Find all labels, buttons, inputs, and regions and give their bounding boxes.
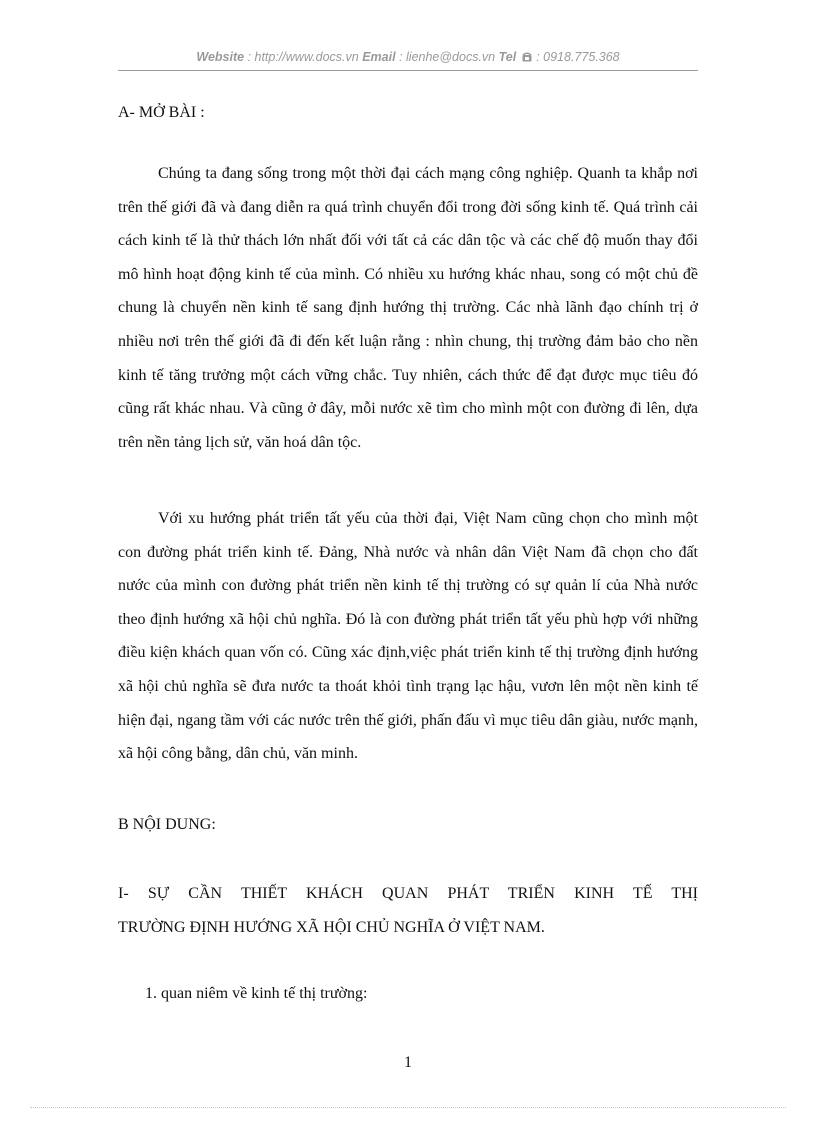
email-label: Email — [362, 50, 396, 64]
footer-divider — [30, 1107, 786, 1108]
website-value: : http://www.docs.vn — [247, 50, 359, 64]
intro-heading: A- MỞ BÀI : — [118, 104, 205, 121]
section-i-heading-line2: TRƯỜNG ĐỊNH HƯỚNG XÃ HỘI CHỦ NGHĨA Ở VIỆT NAM. — [118, 918, 545, 936]
header-divider — [118, 70, 698, 71]
phone-icon — [522, 52, 532, 62]
content-heading: B NỘI DUNG: — [118, 816, 216, 833]
page-number: 1 — [404, 1054, 412, 1071]
tel-value: : 0918.775.368 — [536, 50, 620, 64]
email-value: : lienhe@docs.vn — [399, 50, 496, 64]
paragraph-1: Chúng ta đang sống trong một thời đại cách mạng công nghiệp. Quanh ta khắp nơi trên thế giới đã và đang diễn ra quá trình chuyển đổi trong đời sống kinh tế. Quá trình cải cách kinh tế là thử thách lớn nhất đối với tất cả các dân tộc và các chế độ muốn thay đổi mô hình hoạt động kinh tế của mình. Có nhiều xu hướng khác nhau, song có một chủ đề chung là chuyển nền kinh tế sang định hướng thị trường. Các nhà lãnh đạo chính trị ở nhiều nơi trên thế giới đã đi đến kết luận rằng : nhìn chung, thị trường đảm bảo cho nền kinh tế tăng trưởng một cách vững chắc. Tuy nhiên, cách thức để đạt được mục tiêu đó cũng rất khác nhau. Và cũng ở đây, mỗi nước xẽ tìm cho mình một con đường đi lên, dựa trên nền tảng lịch sử, văn hoá dân tộc. — [118, 165, 698, 451]
website-label: Website — [196, 50, 245, 64]
section-i-heading — [118, 877, 698, 944]
page-header — [118, 50, 698, 64]
tel-label: Tel — [498, 50, 517, 64]
paragraph-2: Với xu hướng phát triển tất yếu của thời đại, Việt Nam cũng chọn cho mình một con đường phát triển kinh tế. Đảng, Nhà nước và nhân dân Việt Nam đã chọn cho đất nước của mình con đường phát triển nền kinh tế thị trường có sự quản lí của Nhà nước theo định hướng xã hội chủ nghĩa. Đó là con đường phát triển tất yếu phù hợp với những điều kiện khách quan vốn có. Cũng xác định,việc phát triển kinh tế thị trường định hướng xã hội chủ nghĩa sẽ đưa nước ta thoát khỏi tình trạng lạc hậu, vươn lên một nền kinh tế hiện đại, ngang tầm với các nước trên thế giới, phấn đấu vì mục tiêu dân giàu, nước mạnh, xã hội công bằng, dân chủ, văn minh. — [118, 510, 698, 763]
subheading-1: 1. quan niêm về kinh tế thị trường: — [145, 985, 368, 1002]
section-i-heading-line1: I- SỰ CẦN THIẾT KHÁCH QUAN PHÁT TRIỂN KINH TẾ THỊ — [118, 885, 698, 902]
